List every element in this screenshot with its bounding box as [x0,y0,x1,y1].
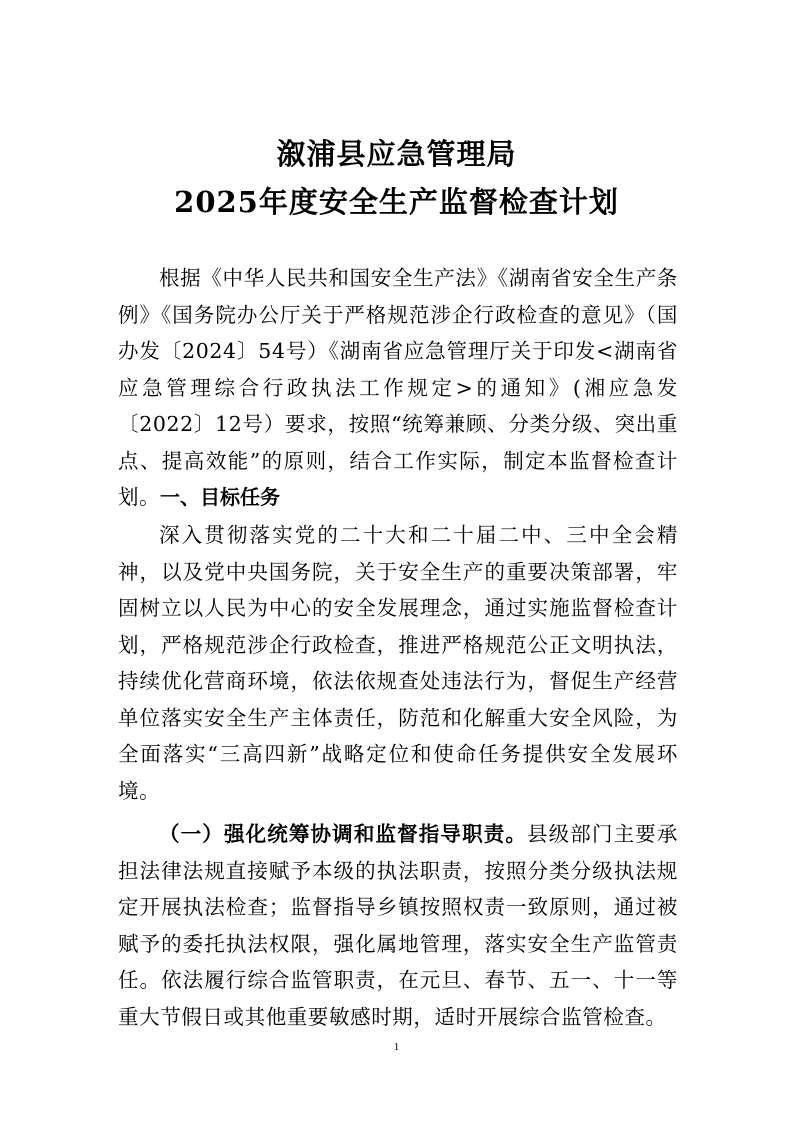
subsection-text [118,816,678,1035]
document-title-line2: 2025年度安全生产监督检查计划 [174,185,619,219]
goal-text: 深入贯彻落实党的二十大和二十届二中、三中全会精神，以及党中央国务院，关于安全生产的重要决策部署，牢固树立以人民为中心的安全发展理念，通过实施监督检查计划，严格规范涉企行政检查，推进严格规范公正文明执法，持续优化营商环境，依法依规查处违法行为，督促生产经营单位落实安全生产主体责任，防范和化解重大安全风险，为全面落实“三高四新”战略定位和使命任务提供安全发展环境。 [118,523,678,803]
page-number: 1 [393,1041,400,1053]
section-heading-goals: 一、目标任务 [160,485,280,509]
subsection-body: 县级部门主要承担法律法规直接赋予本级的执法职责，按照分类分级执法规定开展执法检查；监督指导乡镇按照权责一致原则，通过被赋予的委托执法权限，强化属地管理，落实安全生产监管责任。依法履行综合监管职责，在元旦、春节、五一、十一等重大节假日或其他重要敏感时期，适时开展综合监管检查。 [118,822,679,1029]
document-title-line1: 溆浦县应急管理局 [276,137,517,171]
goal-paragraph [118,517,678,809]
subsection-paragraph [118,816,678,1035]
intro-text: 根据《中华人民共和国安全生产法》《湖南省安全生产条例》《国务院办公厅关于严格规范涉企行政检查的意见》（国办发〔2024〕54号）《湖南省应急管理厅关于印发<湖南省应急管理综合行政执法工作规定>的通知》(湘应急发〔2022〕12号）要求，按照“统筹兼顾、分类分级、突出重点、提高效能”的原则，结合工作实际，制定本监督检查计划。 [118,266,678,509]
subsection-title: （一）强化统筹协调和监督指导职责。 [159,822,528,846]
intro-paragraph [118,260,678,516]
